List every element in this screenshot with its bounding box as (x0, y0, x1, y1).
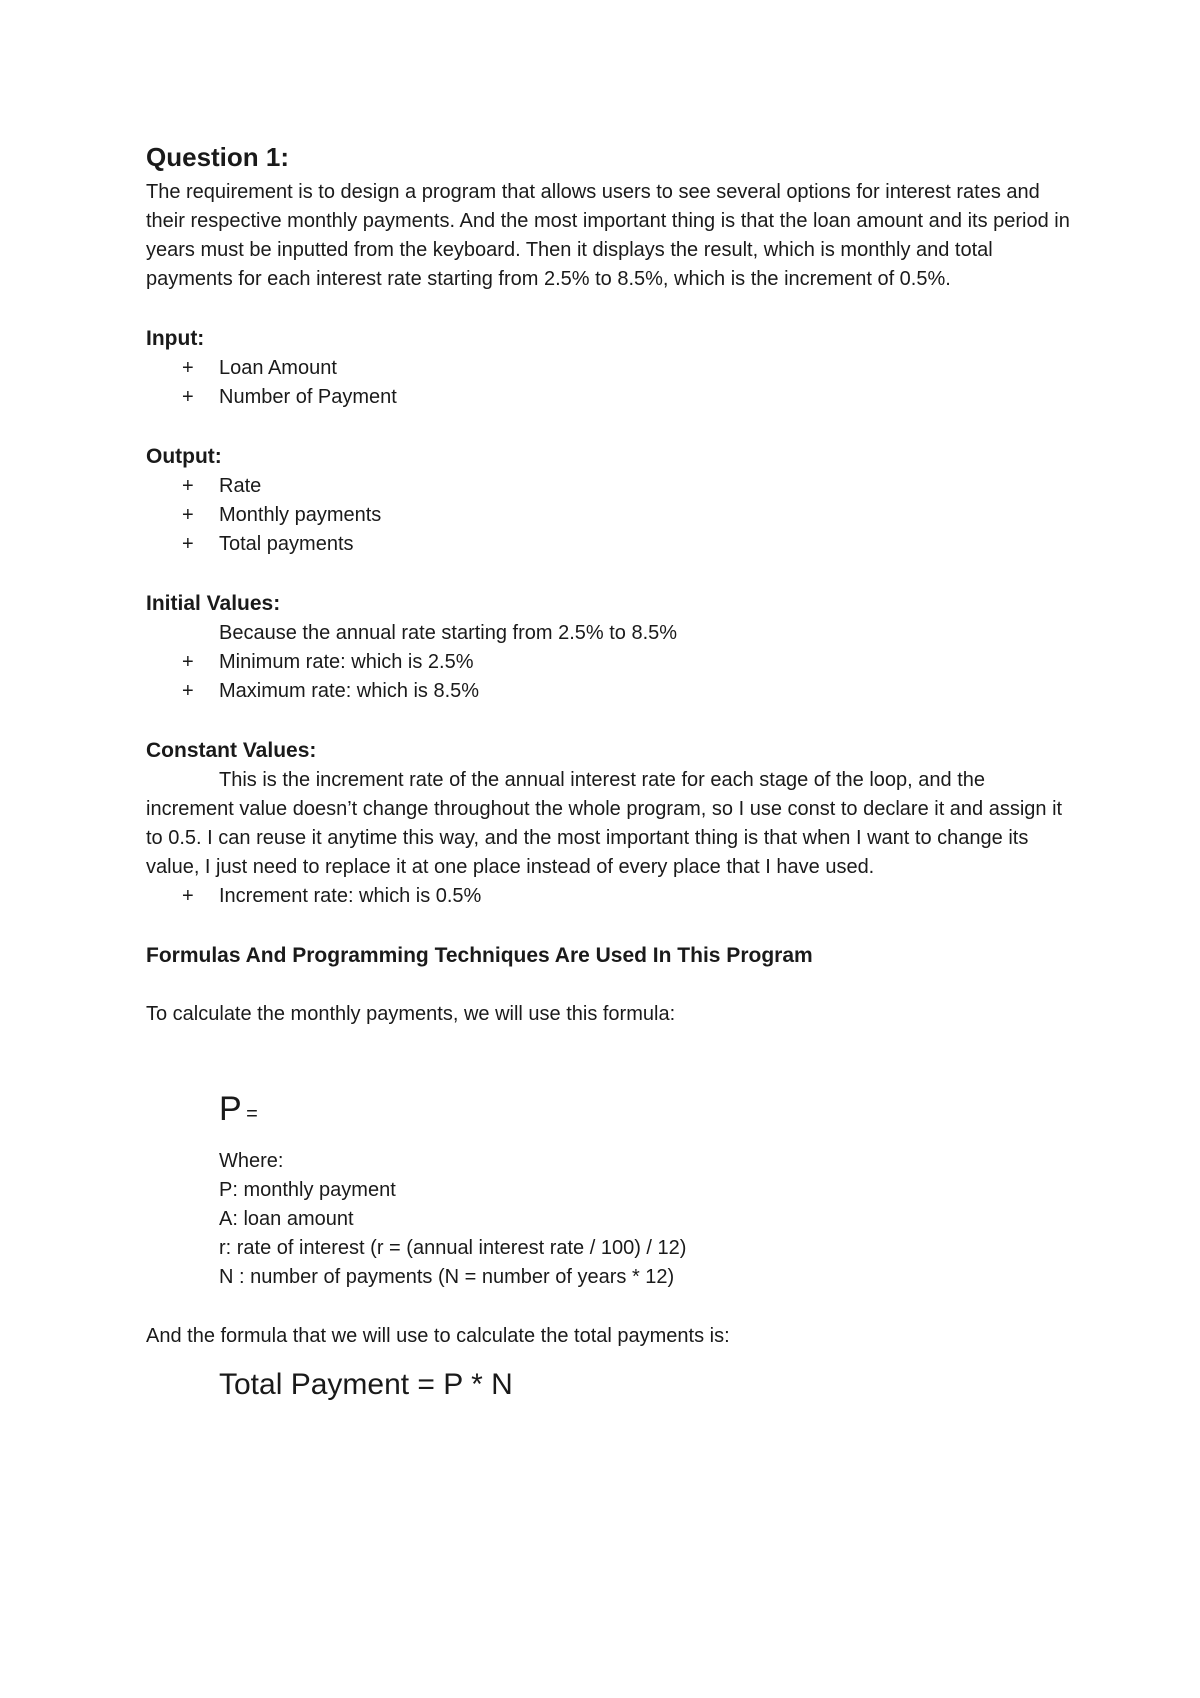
list-item: + Increment rate: which is 0.5% (146, 882, 1076, 911)
bullet-plus: + (182, 533, 194, 555)
total-payment-formula: Total Payment = P * N (219, 1368, 513, 1401)
p-symbol: P (219, 1090, 242, 1128)
bullet-plus: + (182, 504, 194, 526)
bullet-plus: + (182, 680, 194, 702)
constant-values-heading: Constant Values: (146, 739, 317, 762)
document-page (146, 140, 1076, 1405)
constant-values-list (146, 882, 1076, 911)
input-list (146, 354, 1076, 412)
list-item: + Minimum rate: which is 2.5% (146, 648, 1076, 677)
where-label: Where: (219, 1150, 284, 1172)
input-heading: Input: (146, 327, 205, 350)
list-item: + Total payments (146, 530, 1076, 559)
bullet-plus: + (182, 885, 194, 907)
where-item: A: loan amount (219, 1208, 354, 1230)
initial-values-heading: Initial Values: (146, 592, 281, 615)
where-item: N : number of payments (N = number of years * 12) (219, 1266, 675, 1288)
p-equals: = (246, 1103, 258, 1125)
bullet-plus: + (182, 386, 194, 408)
formulas-heading: Formulas And Programming Techniques Are Used In This Program (146, 944, 813, 967)
list-item: + Maximum rate: which is 8.5% (146, 677, 1076, 706)
monthly-formula-intro: To calculate the monthly payments, we will use this formula: (146, 1003, 676, 1025)
where-item: r: rate of interest (r = (annual interest rate / 100) / 12) (219, 1237, 687, 1259)
output-heading: Output: (146, 445, 222, 468)
list-item: + Loan Amount (146, 354, 1076, 383)
total-formula-intro: And the formula that we will use to calculate the total payments is: (146, 1325, 730, 1347)
bullet-plus: + (182, 357, 194, 379)
list-item: + Number of Payment (146, 383, 1076, 412)
question-title: Question 1: (146, 142, 290, 172)
output-list (146, 472, 1076, 559)
initial-values-list (146, 648, 1076, 706)
where-block (146, 1147, 1076, 1292)
list-item: + Rate (146, 472, 1076, 501)
initial-values-note: Because the annual rate starting from 2.5% to 8.5% (219, 622, 678, 644)
constant-values-text: This is the increment rate of the annual interest rate for each stage of the loop, and the increment value doesn’t change throughout the whole program, so I use const to declare it and assign it to 0.5. I can reuse it anytime this way, and the most important thing is that when I want to change its value, I just need to replace it at one place instead of every place that I have used. (146, 769, 1063, 878)
bullet-plus: + (182, 475, 194, 497)
question-intro: The requirement is to design a program that allows users to see several options for interest rates and their respective monthly payments. And the most important thing is that the loan amount and its period in years must be inputted from the keyboard. Then it displays the result, which is monthly and total payments for each interest rate starting from 2.5% to 8.5%, which is the increment of 0.5%. (146, 181, 1070, 290)
bullet-plus: + (182, 651, 194, 673)
where-item: P: monthly payment (219, 1179, 396, 1201)
list-item: + Monthly payments (146, 501, 1076, 530)
monthly-payment-formula (146, 1087, 1076, 1131)
